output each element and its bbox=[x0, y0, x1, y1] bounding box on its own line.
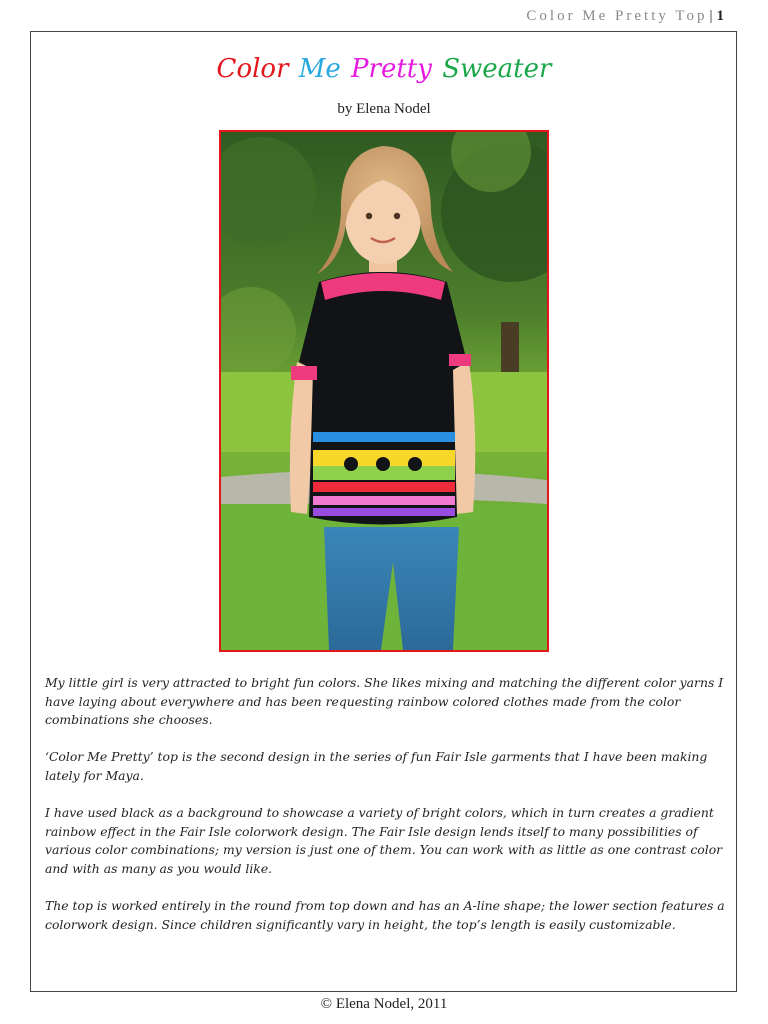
title-word-pretty: Pretty bbox=[351, 54, 432, 84]
running-title: Color Me Pretty Top bbox=[526, 8, 708, 24]
paragraph-2: ‘Color Me Pretty’ top is the second design in the series of fun Fair Isle garments that I have been making lately for Maya. bbox=[45, 749, 708, 783]
paragraph-3: I have used black as a background to showcase a variety of bright colors, which in turn creates a gradient rainbow effect in the Fair Isle colorwork design. The Fair Isle design lends itself to many possibilities of various color combinations; my version is just one of them. You can work with as little as one contrast color and with as many as you would like. bbox=[45, 805, 723, 876]
copyright-footer: © Elena Nodel, 2011 bbox=[320, 996, 448, 1012]
page-number: 1 bbox=[716, 8, 724, 24]
paragraph-1: My little girl is very attracted to bright fun colors. She likes mixing and matching the different color yarns I have laying about everywhere and has been requesting rainbow colored clothes made from the color combinations she chooses. bbox=[45, 675, 724, 728]
title-word-color: Color bbox=[216, 54, 289, 84]
author-byline: by Elena Nodel bbox=[337, 101, 431, 117]
body-text bbox=[45, 674, 725, 953]
document-title bbox=[0, 54, 768, 84]
header-separator: | bbox=[709, 8, 713, 24]
title-word-me: Me bbox=[298, 54, 341, 84]
sweater-photo bbox=[219, 130, 549, 652]
title-word-sweater: Sweater bbox=[442, 54, 552, 84]
paragraph-4: The top is worked entirely in the round from top down and has an A-line shape; the lower section features a colorwork design. Since children significantly vary in height, the top’s length is easily customizable. bbox=[45, 898, 725, 932]
running-header bbox=[526, 8, 724, 25]
